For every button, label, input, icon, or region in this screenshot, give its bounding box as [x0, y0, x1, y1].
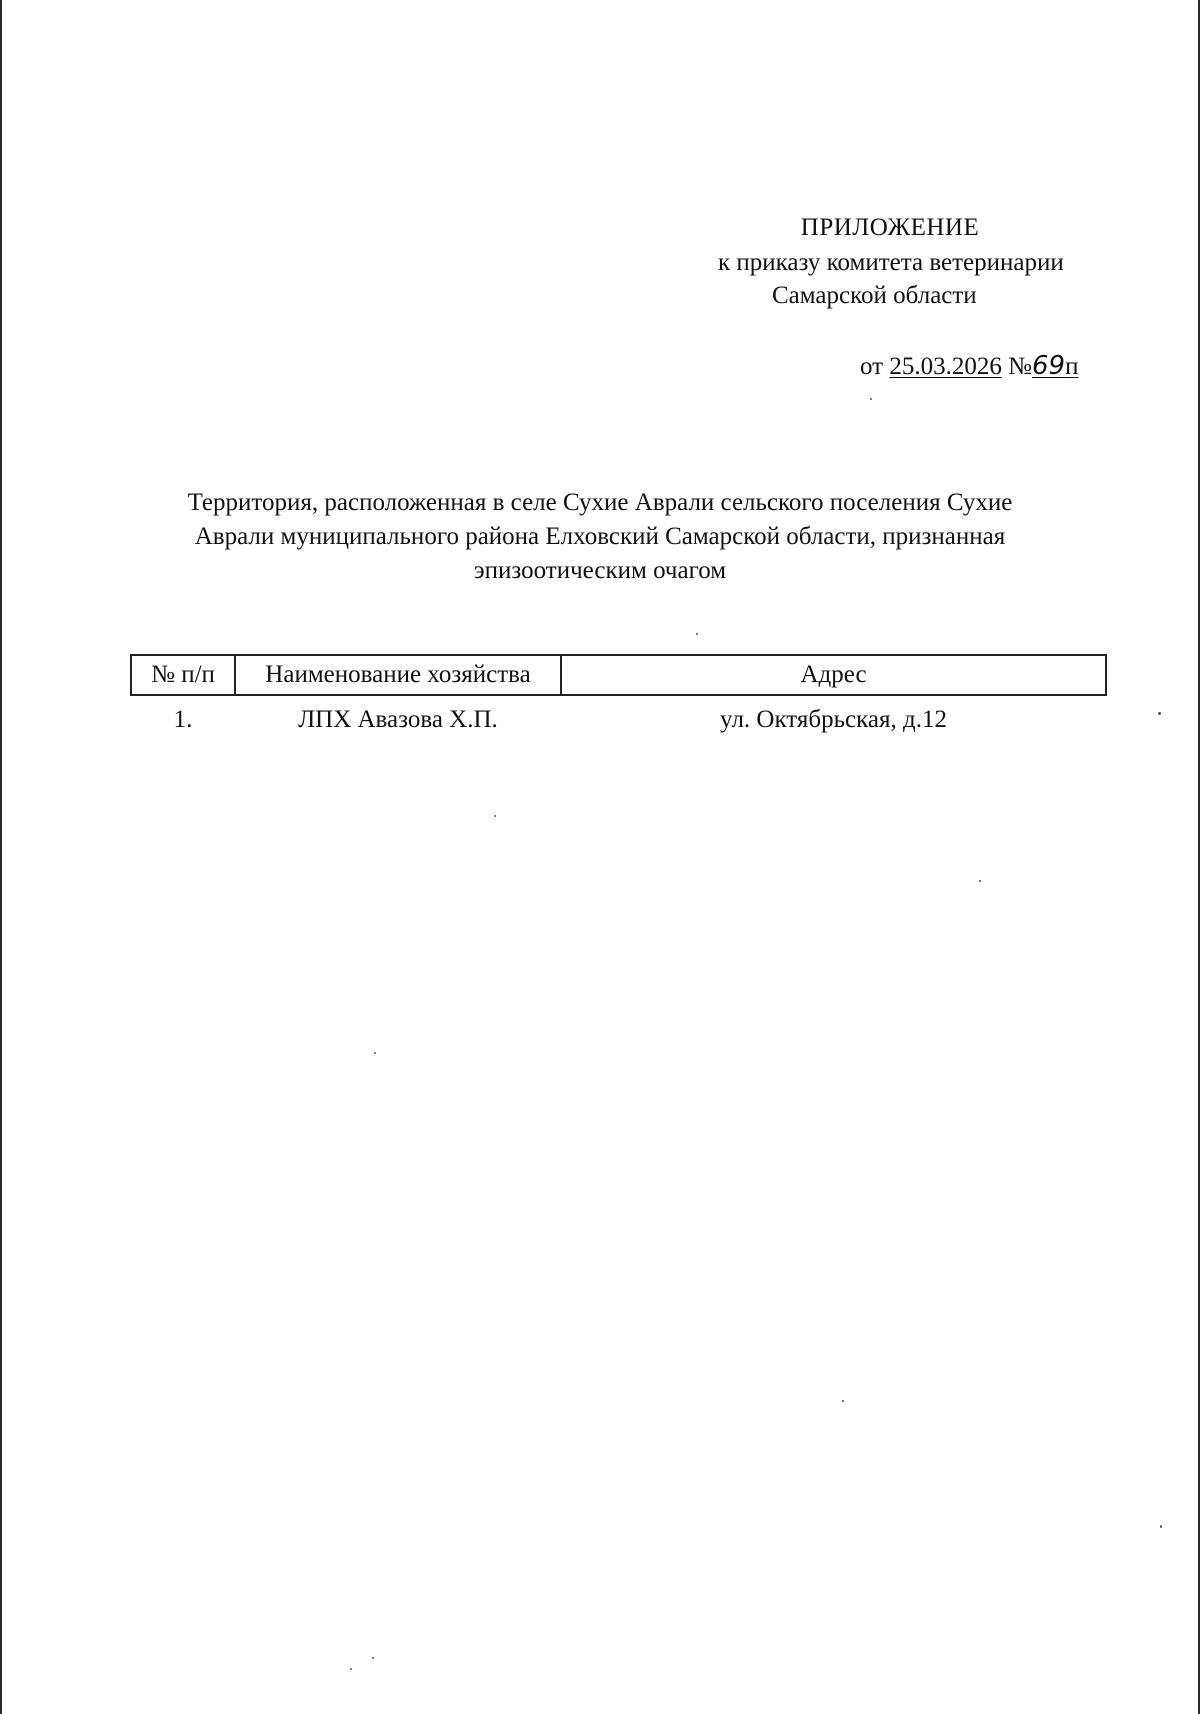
appendix-title: ПРИЛОЖЕНИЕ	[800, 214, 980, 241]
cell-address: ул. Октябрьская, д.12	[720, 706, 947, 733]
table-row	[131, 695, 1106, 740]
header-number: № п/п	[131, 655, 235, 695]
document-heading	[150, 486, 1050, 588]
order-number-handwritten: 69	[1031, 351, 1066, 381]
scan-speck	[842, 1400, 844, 1402]
scan-speck	[374, 1052, 376, 1054]
appendix-order-line: к приказу комитета ветеринарии	[718, 249, 1064, 276]
scan-speck	[372, 1657, 374, 1659]
order-prefix: от	[860, 353, 884, 380]
order-reference	[860, 351, 1078, 382]
scan-speck	[979, 880, 981, 882]
scan-edge-left	[0, 0, 2, 1714]
heading-line-1: Территория, расположенная в селе Сухие Аврали сельского поселения Сухие	[187, 489, 1013, 516]
scan-speck	[1158, 712, 1161, 715]
farms-table	[130, 654, 1107, 740]
header-address: Адрес	[561, 655, 1106, 695]
scan-speck	[696, 633, 698, 635]
scan-speck	[870, 398, 872, 400]
scan-speck	[350, 1668, 352, 1670]
cell-number: 1.	[173, 706, 193, 733]
table-header-row	[131, 655, 1106, 695]
scan-speck	[1160, 1525, 1162, 1528]
order-suffix: п	[1065, 353, 1079, 380]
heading-line-3: эпизоотическим очагом	[473, 557, 727, 584]
cell-farm-name: ЛПХ Авазова Х.П.	[298, 706, 498, 733]
order-date: 25.03.2026	[889, 353, 1002, 380]
header-farm-name: Наименование хозяйства	[235, 655, 561, 695]
heading-line-2: Аврали муниципального района Елховский Самарской области, признанная	[194, 523, 1006, 550]
order-number-sign: №	[1008, 353, 1032, 380]
appendix-region-line: Самарской области	[772, 282, 977, 309]
scan-speck	[494, 815, 496, 817]
